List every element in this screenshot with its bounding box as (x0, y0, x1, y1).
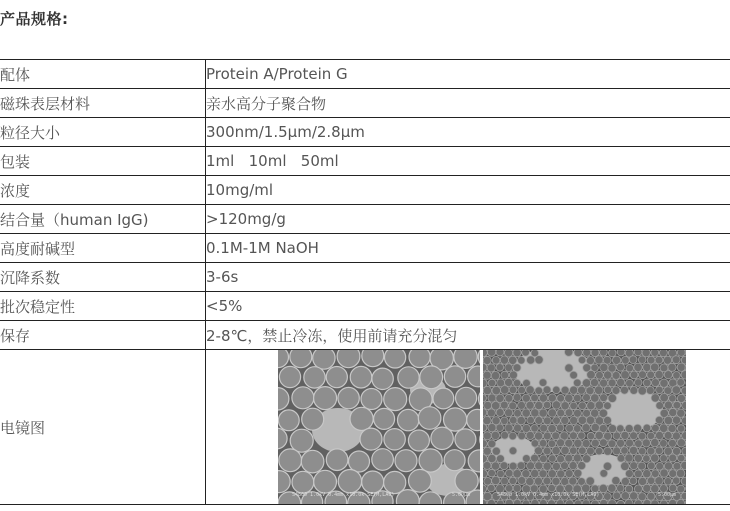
table-row (0, 89, 730, 118)
sem-scale-text: 5.00μm (451, 492, 470, 498)
table-row (0, 321, 730, 350)
sem-image-large-beads (278, 350, 480, 504)
row-value: 300nm/1.5μm/2.8μm (206, 118, 730, 147)
sem-scale-text: 5.00μm (657, 492, 676, 498)
table-row (0, 292, 730, 321)
row-value: 1ml 10ml 50ml (206, 147, 730, 176)
table-row (0, 234, 730, 263)
table-row (0, 147, 730, 176)
row-value: 亲水高分子聚合物 (206, 89, 730, 118)
row-value: 0.1M-1M NaOH (206, 234, 730, 263)
row-value: Protein A/Protein G (206, 60, 730, 89)
table-row (0, 205, 730, 234)
row-label: 磁珠表层材料 (0, 89, 206, 118)
sem-caption-text: S4800 1.0kV 0.4mm x10.0k SE(M,LA0) (497, 492, 600, 498)
table-row (0, 263, 730, 292)
sem-image-small-beads (483, 350, 686, 504)
sem-small-beads-svg (483, 350, 686, 504)
sem-images-cell (206, 350, 730, 505)
table-row (0, 176, 730, 205)
sem-caption (292, 492, 470, 498)
row-label: 批次稳定性 (0, 292, 206, 321)
row-label: 电镜图 (0, 350, 206, 505)
table-row (0, 60, 730, 89)
row-value: 2-8℃，禁止冷冻，使用前请充分混匀 (206, 321, 730, 350)
row-label: 结合量（human IgG) (0, 205, 206, 234)
row-value: <5% (206, 292, 730, 321)
row-label: 浓度 (0, 176, 206, 205)
row-label: 沉降系数 (0, 263, 206, 292)
row-value: 10mg/ml (206, 176, 730, 205)
sem-caption-text: S4800 1.0kV 0.4mm x10.0k SE(M,LA0) (292, 492, 395, 498)
row-label: 配体 (0, 60, 206, 89)
row-label: 粒径大小 (0, 118, 206, 147)
row-label: 保存 (0, 321, 206, 350)
spec-table (0, 59, 730, 505)
row-value: >120mg/g (206, 205, 730, 234)
table-row (0, 350, 730, 505)
row-label: 包装 (0, 147, 206, 176)
row-value: 3-6s (206, 263, 730, 292)
table-row (0, 118, 730, 147)
sem-caption (497, 492, 676, 498)
sem-large-beads-svg (278, 350, 480, 504)
row-label: 高度耐碱型 (0, 234, 206, 263)
page-heading: 产品规格: (0, 10, 69, 28)
